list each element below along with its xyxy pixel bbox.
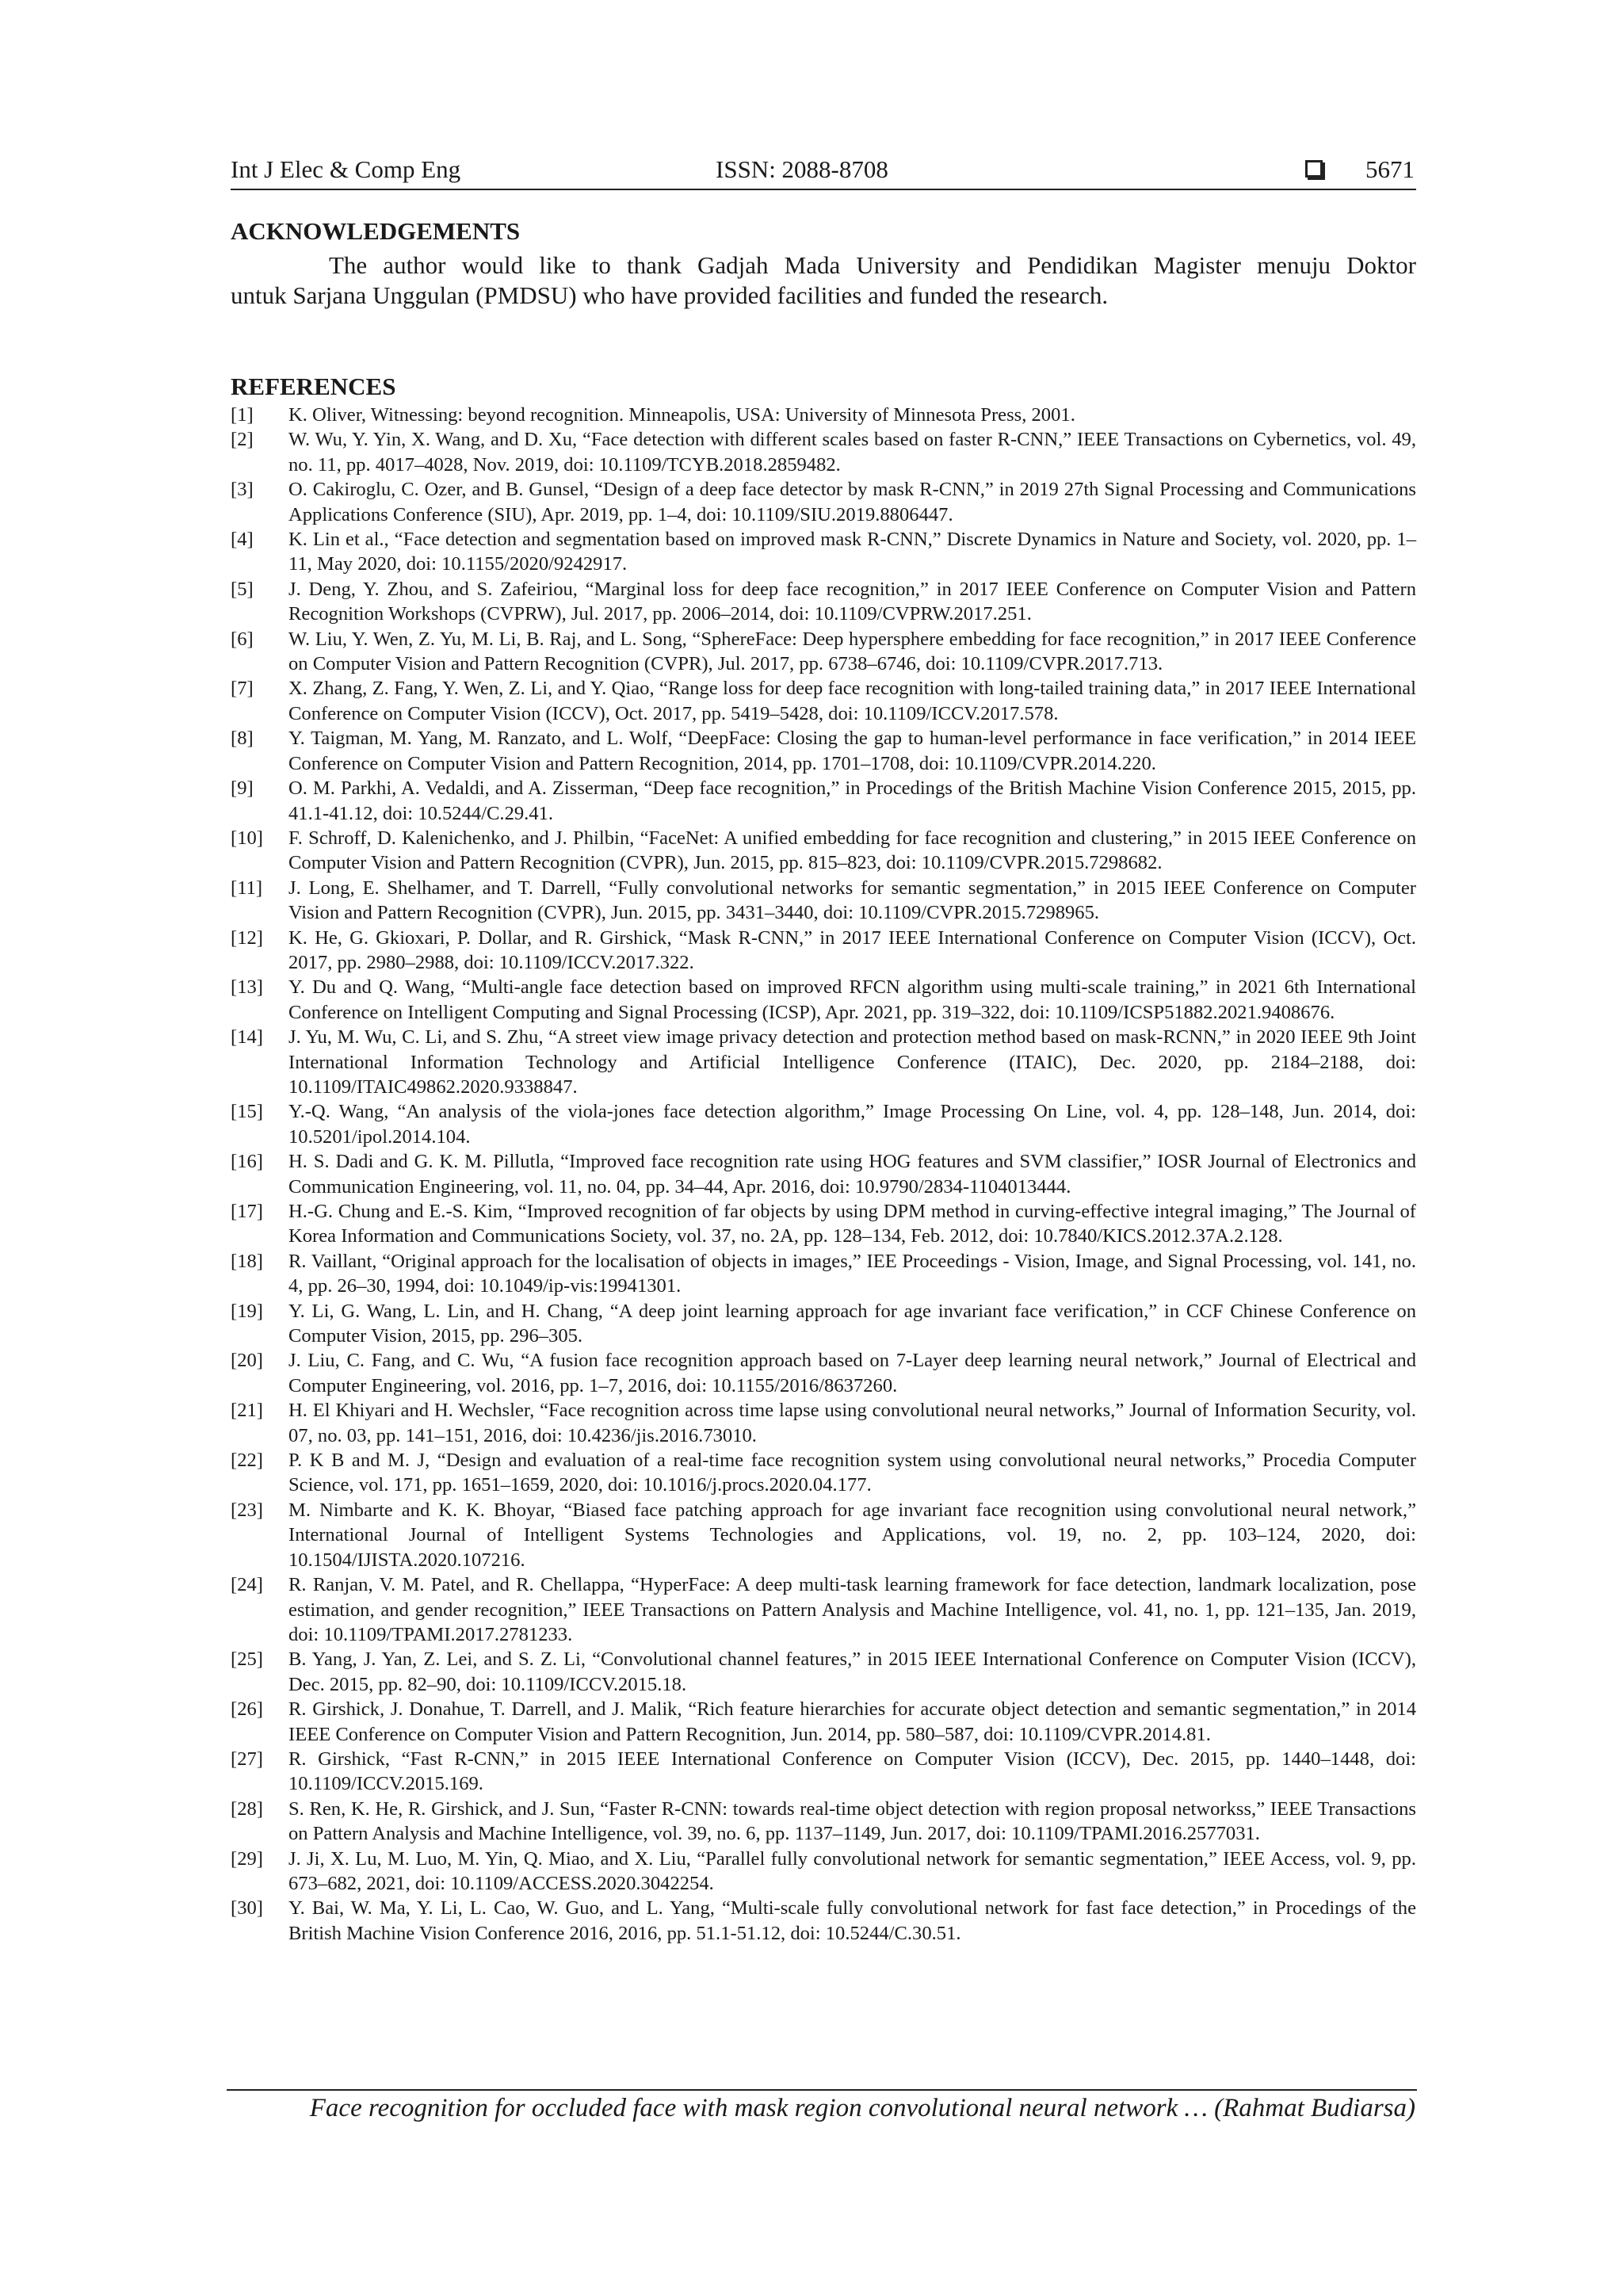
acknowledgements-line-1: The author would like to thank Gadjah Mada University and Pendidikan Magister menuju Doktor (329, 251, 1416, 279)
reference-item (231, 527, 1416, 577)
reference-item (231, 1199, 1416, 1249)
reference-number: [6] (231, 628, 254, 650)
reference-number: [1] (231, 404, 254, 426)
reference-text: K. Lin et al., “Face detection and segmentation based on improved mask R-CNN,” Discrete Dynamics in Nature and Society, vol. 2020, pp. 1–11, May 2020, doi: 10.1155/2020/9242917. (288, 529, 1416, 575)
reference-text: R. Vaillant, “Original approach for the localisation of objects in images,” IEE Proceedings - Vision, Image, and Signal Processing, vol. 141, no. 4, pp. 26–30, 1994, doi: 10.1049/ip-vis:19941301. (288, 1250, 1416, 1297)
reference-number: [29] (231, 1847, 263, 1870)
acknowledgements-heading: ACKNOWLEDGEMENTS (231, 217, 521, 245)
reference-text: P. K B and M. J, “Design and evaluation of a real-time face recognition system using convolutional neural networks,” Procedia Computer Science, vol. 171, pp. 1651–1659, 2020, doi: 10.1016/j.procs.2020.04.177. (288, 1450, 1416, 1496)
reference-number: [9] (231, 777, 254, 800)
page-footer: Face recognition for occluded face with mask region convolutional neural network … (Rahmat Budiarsa) (309, 2094, 1415, 2122)
reference-number: [12] (231, 926, 263, 949)
reference-number: [16] (231, 1151, 263, 1173)
reference-item (231, 1025, 1416, 1099)
reference-text: B. Yang, J. Yan, Z. Lei, and S. Z. Li, “Convolutional channel features,” in 2015 IEEE International Conference on Computer Vision (ICCV), Dec. 2015, pp. 82–90, doi: 10.1109/ICCV.2015.18. (288, 1648, 1416, 1695)
reference-item (231, 1647, 1416, 1697)
reference-number: [15] (231, 1101, 263, 1123)
reference-item (231, 477, 1416, 527)
reference-text: K. He, G. Gkioxari, P. Dollar, and R. Girshick, “Mask R-CNN,” in 2017 IEEE International Conference on Computer Vision (ICCV), Oct. 2017, pp. 2980–2988, doi: 10.1109/ICCV.2017.322. (288, 926, 1416, 973)
reference-number: [8] (231, 728, 254, 750)
reference-text: K. Oliver, Witnessing: beyond recognition. Minneapolis, USA: University of Minnesota Press, 2001. (288, 404, 1075, 426)
reference-number: [3] (231, 479, 254, 501)
reference-text: R. Ranjan, V. M. Patel, and R. Chellappa, “HyperFace: A deep multi-task learning framework for face detection, landmark localization, pose estimation, and gender recognition,” IEEE Transactions on Pattern Analysis and Machine Intelligence, vol. 41, no. 1, pp. 121–135, Jan. 2019, doi: 10.1109/TPAMI.2017.2781233. (288, 1574, 1416, 1645)
reference-text: Y. Taigman, M. Yang, M. Ranzato, and L. Wolf, “DeepFace: Closing the gap to human-level performance in face verification,” in 2014 IEEE Conference on Computer Vision and Pattern Recognition, 2014, pp. 1701–1708, doi: 10.1109/CVPR.2014.220. (288, 728, 1416, 774)
reference-number: [7] (231, 678, 254, 700)
reference-text: J. Yu, M. Wu, C. Li, and S. Zhu, “A street view image privacy detection and protection method based on mask-RCNN,” in 2020 IEEE 9th Joint International Information Technology and Artificial Intelligence Conference (ITAIC), Dec. 2020, pp. 2184–2188, doi: 10.1109/ITAIC49862.2020.9338847. (288, 1026, 1416, 1098)
reference-item (231, 975, 1416, 1025)
reference-text: O. M. Parkhi, A. Vedaldi, and A. Zisserman, “Deep face recognition,” in Procedings of the British Machine Vision Conference 2015, 2015, pp. 41.1-41.12, doi: 10.5244/C.29.41. (288, 777, 1416, 824)
reference-item (231, 1747, 1416, 1797)
reference-text: Y. Bai, W. Ma, Y. Li, L. Cao, W. Guo, and L. Yang, “Multi-scale fully convolutional network for fast face detection,” in Procedings of the British Machine Vision Conference 2016, 2016, pp. 51.1-51.12, doi: 10.5244/C.30.51. (288, 1897, 1416, 1944)
acknowledgements-line-2: untuk Sarjana Unggulan (PMDSU) who have provided facilities and funded the research. (231, 281, 1109, 309)
reference-text: W. Liu, Y. Wen, Z. Yu, M. Li, B. Raj, and L. Song, “SphereFace: Deep hypersphere embedding for face recognition,” in 2017 IEEE Conference on Computer Vision and Pattern Recognition (CVPR), Jul. 2017, pp. 6738–6746, doi: 10.1109/CVPR.2017.713. (288, 628, 1416, 675)
reference-number: [20] (231, 1350, 263, 1372)
reference-item (231, 726, 1416, 776)
references-list (231, 403, 1416, 1946)
reference-item (231, 1572, 1416, 1647)
reference-item (231, 1249, 1416, 1299)
reference-item (231, 577, 1416, 627)
reference-item (231, 1348, 1416, 1398)
references-heading: REFERENCES (231, 372, 396, 400)
reference-item (231, 926, 1416, 976)
reference-item (231, 876, 1416, 926)
reference-number: [2] (231, 429, 254, 451)
reference-number: [26] (231, 1698, 263, 1721)
reference-text: R. Girshick, J. Donahue, T. Darrell, and J. Malik, “Rich feature hierarchies for accurate object detection and semantic segmentation,” in 2014 IEEE Conference on Computer Vision and Pattern Recognition, Jun. 2014, pp. 580–587, doi: 10.1109/CVPR.2014.81. (288, 1698, 1416, 1745)
reference-number: [17] (231, 1201, 263, 1222)
reference-item (231, 1448, 1416, 1498)
reference-text: H. El Khiyari and H. Wechsler, “Face recognition across time lapse using convolutional neural networks,” Journal of Information Security, vol. 07, no. 03, pp. 141–151, 2016, doi: 10.4236/jis.2016.73010. (288, 1400, 1416, 1446)
reference-number: [24] (231, 1574, 263, 1596)
reference-number: [27] (231, 1748, 263, 1770)
reference-item (231, 776, 1416, 826)
reference-item (231, 1896, 1416, 1946)
reference-item (231, 676, 1416, 726)
reference-text: J. Deng, Y. Zhou, and S. Zafeiriou, “Marginal loss for deep face recognition,” in 2017 IEEE Conference on Computer Vision and Pattern Recognition Workshops (CVPRW), Jul. 2017, pp. 2006–2014, doi: 10.1109/CVPRW.2017.251. (288, 578, 1416, 625)
reference-item (231, 1697, 1416, 1747)
reference-item (231, 1149, 1416, 1199)
reference-item (231, 1797, 1416, 1847)
reference-number: [28] (231, 1797, 263, 1820)
reference-text: Y. Li, G. Wang, L. Lin, and H. Chang, “A deep joint learning approach for age invariant face verification,” in CCF Chinese Conference on Computer Vision, 2015, pp. 296–305. (288, 1300, 1416, 1347)
reference-number: [11] (231, 877, 263, 899)
reference-text: W. Wu, Y. Yin, X. Wang, and D. Xu, “Face detection with different scales based on faster R-CNN,” IEEE Transactions on Cybernetics, vol. 49, no. 11, pp. 4017–4028, Nov. 2019, doi: 10.1109/TCYB.2018.2859482. (288, 429, 1416, 476)
reference-text: Y. Du and Q. Wang, “Multi-angle face detection based on improved RFCN algorithm using multi-scale training,” in 2021 6th International Conference on Intelligent Computing and Signal Processing (ICSP), Apr. 2021, pp. 319–322, doi: 10.1109/ICSP51882.2021.9408676. (288, 976, 1416, 1023)
reference-number: [21] (231, 1400, 263, 1422)
reference-number: [22] (231, 1450, 263, 1472)
reference-text: J. Liu, C. Fang, and C. Wu, “A fusion face recognition approach based on 7-Layer deep learning neural network,” Journal of Electrical and Computer Engineering, vol. 2016, pp. 1–7, 2016, doi: 10.1155/2016/8637260. (288, 1350, 1416, 1396)
reference-item (231, 826, 1416, 876)
reference-item (231, 1398, 1416, 1448)
issn: ISSN: 2088-8708 (716, 155, 888, 183)
reference-number: [10] (231, 827, 263, 849)
reference-number: [23] (231, 1499, 263, 1521)
reference-text: Y.-Q. Wang, “An analysis of the viola-jones face detection algorithm,” Image Processing On Line, vol. 4, pp. 128–148, Jun. 2014, doi: 10.5201/ipol.2014.104. (288, 1101, 1416, 1148)
reference-number: [14] (231, 1026, 263, 1049)
reference-text: F. Schroff, D. Kalenichenko, and J. Philbin, “FaceNet: A unified embedding for face recognition and clustering,” in 2015 IEEE Conference on Computer Vision and Pattern Recognition (CVPR), Jun. 2015, pp. 815–823, doi: 10.1109/CVPR.2015.7298682. (288, 827, 1416, 874)
checkbox-square-icon (1305, 160, 1323, 178)
reference-number: [5] (231, 578, 254, 600)
reference-number: [4] (231, 529, 254, 551)
footer-divider (227, 2089, 1417, 2091)
reference-item (231, 1299, 1416, 1349)
reference-item (231, 1099, 1416, 1149)
reference-item (231, 427, 1416, 477)
reference-text: H. S. Dadi and G. K. M. Pillutla, “Improved face recognition rate using HOG features and SVM classifier,” IOSR Journal of Electronics and Communication Engineering, vol. 11, no. 04, pp. 34–44, Apr. 2016, doi: 10.9790/2834-1104013444. (288, 1151, 1416, 1198)
reference-text: M. Nimbarte and K. K. Bhoyar, “Biased face patching approach for age invariant face recognition using convolutional neural network,” International Journal of Intelligent Systems Technologies and Applications, vol. 19, no. 2, pp. 103–124, 2020, doi: 10.1504/IJISTA.2020.107216. (288, 1499, 1416, 1571)
reference-text: J. Ji, X. Lu, M. Luo, M. Yin, Q. Miao, and X. Liu, “Parallel fully convolutional network for semantic segmentation,” IEEE Access, vol. 9, pp. 673–682, 2021, doi: 10.1109/ACCESS.2020.3042254. (288, 1847, 1416, 1894)
reference-text: R. Girshick, “Fast R-CNN,” in 2015 IEEE International Conference on Computer Vision (ICCV), Dec. 2015, pp. 1440–1448, doi: 10.1109/ICCV.2015.169. (288, 1748, 1416, 1795)
reference-text: X. Zhang, Z. Fang, Y. Wen, Z. Li, and Y. Qiao, “Range loss for deep face recognition with long-tailed training data,” in 2017 IEEE International Conference on Computer Vision (ICCV), Oct. 2017, pp. 5419–5428, doi: 10.1109/ICCV.2017.578. (288, 678, 1416, 724)
reference-number: [19] (231, 1300, 263, 1322)
reference-text: O. Cakiroglu, C. Ozer, and B. Gunsel, “Design of a deep face detector by mask R-CNN,” in 2019 27th Signal Processing and Communications Applications Conference (SIU), Apr. 2019, pp. 1–4, doi: 10.1109/SIU.2019.8806447. (288, 479, 1416, 525)
reference-item (231, 403, 1416, 427)
reference-item (231, 1498, 1416, 1572)
reference-item (231, 627, 1416, 677)
reference-item (231, 1847, 1416, 1897)
reference-number: [30] (231, 1897, 263, 1920)
page-header (231, 155, 1416, 190)
acknowledgements-body (231, 250, 1416, 311)
reference-number: [18] (231, 1250, 263, 1272)
journal-name: Int J Elec & Comp Eng (231, 155, 461, 183)
reference-number: [25] (231, 1648, 263, 1671)
reference-number: [13] (231, 976, 263, 999)
page-number: 5671 (1365, 155, 1415, 183)
reference-text: H.-G. Chung and E.-S. Kim, “Improved recognition of far objects by using DPM method in curving-effective integral imaging,” The Journal of Korea Information and Communications Society, vol. 37, no. 2A, pp. 128–134, Feb. 2012, doi: 10.7840/KICS.2012.37A.2.128. (288, 1201, 1416, 1247)
reference-text: J. Long, E. Shelhamer, and T. Darrell, “Fully convolutional networks for semantic segmentation,” in 2015 IEEE Conference on Computer Vision and Pattern Recognition (CVPR), Jun. 2015, pp. 3431–3440, doi: 10.1109/CVPR.2015.7298965. (288, 877, 1416, 924)
reference-text: S. Ren, K. He, R. Girshick, and J. Sun, “Faster R-CNN: towards real-time object detection with region proposal networkss,” IEEE Transactions on Pattern Analysis and Machine Intelligence, vol. 39, no. 6, pp. 1137–1149, Jun. 2017, doi: 10.1109/TPAMI.2016.2577031. (288, 1797, 1416, 1845)
